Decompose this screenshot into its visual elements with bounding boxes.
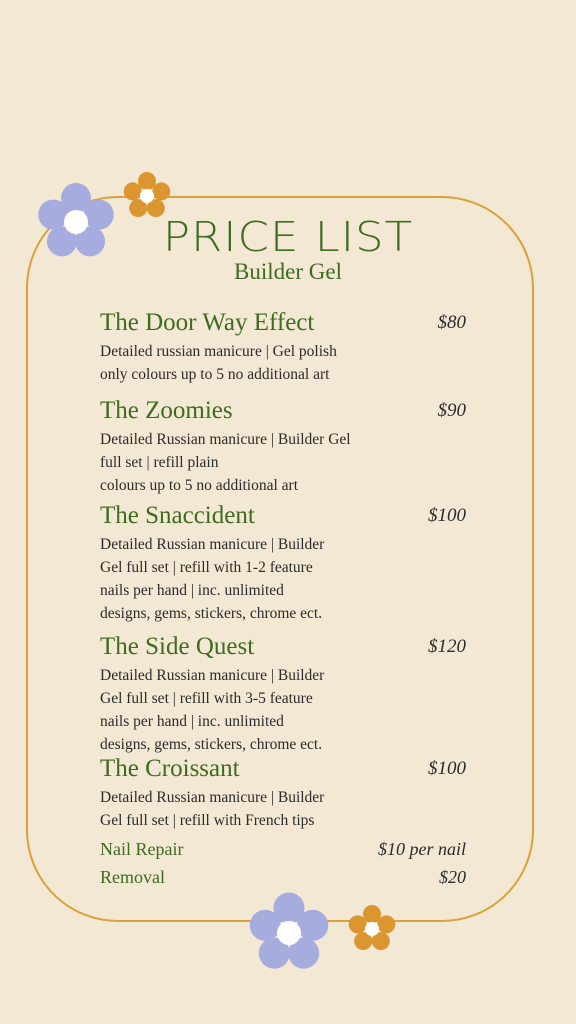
- menu-item: [100, 396, 466, 497]
- extra-price: $20: [439, 867, 466, 887]
- extra-name: Nail Repair: [100, 839, 184, 859]
- item-name: The Snaccident: [100, 502, 255, 529]
- item-price: $100: [428, 758, 466, 779]
- menu-item: [100, 632, 466, 756]
- item-name: The Zoomies: [100, 397, 233, 424]
- item-description: Detailed russian manicure | Gel polish only colours up to 5 no additional art: [100, 343, 337, 383]
- page-title: PRICE LIST: [162, 212, 414, 261]
- item-description: Detailed Russian manicure | Builder Gel full set | refill with French tips: [100, 789, 325, 829]
- item-description: Detailed Russian manicure | Builder Gel full set | refill with 1-2 feature nails per hand | inc. unlimited designs, gems, stickers, chrome ect.: [100, 536, 325, 622]
- item-price: $120: [428, 636, 466, 657]
- item-description: Detailed Russian manicure | Builder Gel full set | refill with 3-5 feature nails per hand | inc. unlimited designs, gems, stickers, chrome ect.: [100, 667, 325, 753]
- menu-item: [100, 754, 466, 832]
- menu-item: [100, 501, 466, 625]
- extra-price: $10 per nail: [378, 839, 466, 859]
- item-name: The Door Way Effect: [100, 309, 315, 336]
- flower-icon: [246, 890, 332, 976]
- item-price: $80: [437, 312, 466, 333]
- menu-item: [100, 308, 466, 386]
- item-name: The Croissant: [100, 755, 240, 782]
- flower-icon: [346, 903, 398, 955]
- item-price: $100: [428, 505, 466, 526]
- page-subtitle: Builder Gel: [234, 259, 342, 284]
- item-description: Detailed Russian manicure | Builder Gel full set | refill plain colours up to 5 no additional art: [100, 431, 351, 494]
- item-price: $90: [437, 400, 466, 421]
- extra-name: Removal: [100, 867, 165, 887]
- extra-item: [100, 867, 466, 893]
- item-name: The Side Quest: [100, 633, 255, 660]
- extra-item: [100, 839, 466, 865]
